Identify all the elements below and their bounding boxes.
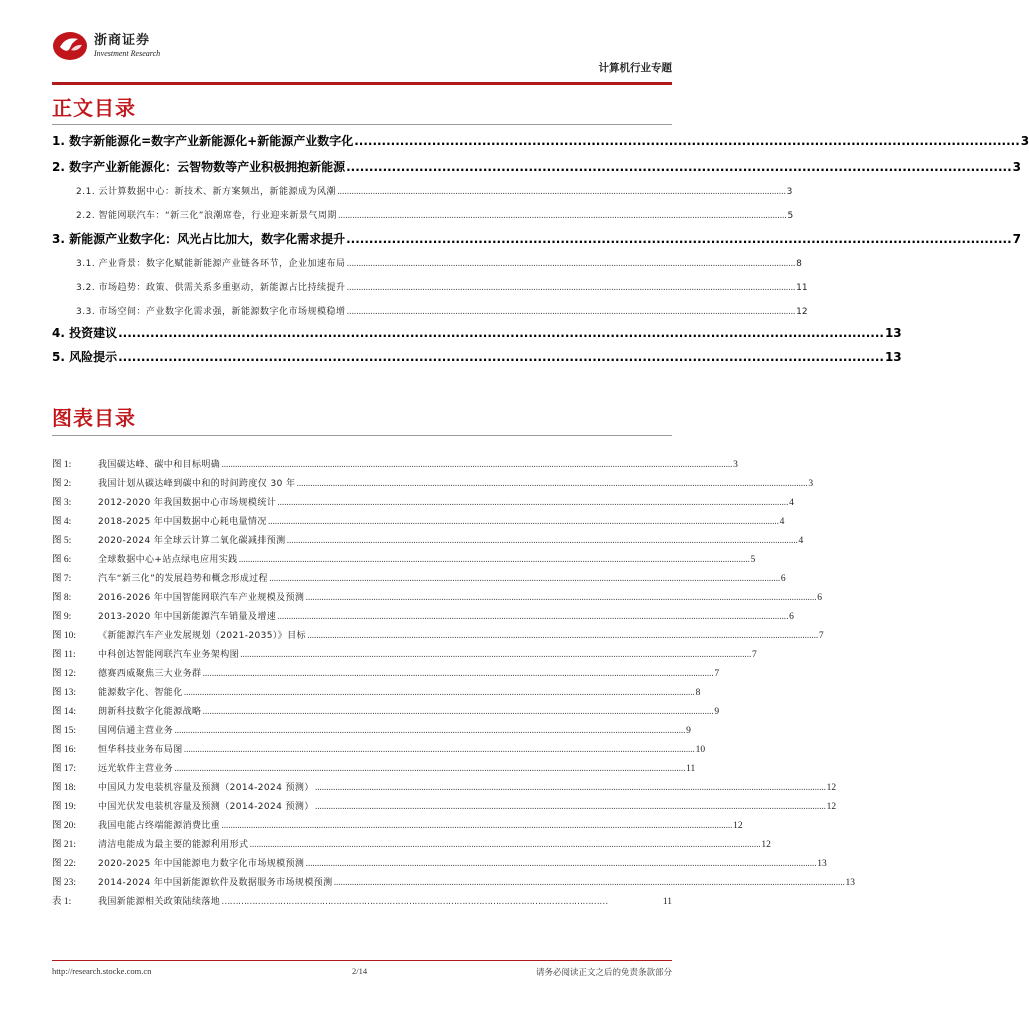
figure-item[interactable]: 图 22: 2020-2025 年中国能源电力数字化市场规模预测 .................................................................................................................................................................................................................................. 13 [52, 859, 827, 869]
figure-item[interactable]: 图 13: 能源数字化、智能化 .................................................................................................................................................................................................................................. 8 [52, 688, 701, 698]
leader-dots: ………………………………………………………………………………………………………………………… [221, 897, 608, 907]
figure-item[interactable]: 图 10: 《新能源汽车产业发展规划（2021-2035）》目标 .................................................................................................................................................................................................................................. 7 [52, 631, 824, 641]
toc-item[interactable]: 3. 新能源产业数字化：风光占比加大，数字化需求提升 .................................................................................................................................................. 7 [52, 232, 1022, 246]
figure-item[interactable]: 图 18: 中国风力发电装机容量及预测（2014-2024 预测） .................................................................................................................................................................................................................................. 12 [52, 783, 837, 793]
page-header [52, 30, 672, 78]
toc-item[interactable]: 3.1. 产业背景：数字化赋能新能源产业链各环节，企业加速布局 .............................................................................................................................................................................................. 8 [76, 259, 802, 269]
leader-dots: .................................................................................................................................................................................................................................. [333, 878, 845, 888]
footer-disclaimer: 请务必阅读正文之后的免责条款部分 [535, 968, 672, 978]
toc-item[interactable]: 5. 风险提示 ........................................................................................................................................................................ 13 [52, 350, 902, 364]
leader-dots: .................................................................................................................................................. [346, 232, 1012, 246]
leader-dots: .................................................................................................................................................................................................................................. [183, 688, 695, 698]
leader-dots: .............................................................................................................................................................................................. [346, 307, 796, 317]
leader-dots: .................................................................................................................................................................................................................................. [277, 498, 789, 508]
leader-dots: ........................................................................................................................................................................ [118, 350, 884, 364]
leader-dots: .............................................................................................................................................................................................. [346, 283, 796, 293]
leader-dots: .................................................................................................................................................................................................................................. [202, 669, 714, 679]
leader-dots: .............................................................................................................................................................................................. [346, 259, 796, 269]
leader-dots: .................................................................................................................................................................................................................................. [183, 745, 695, 755]
logo-english-name: Investment Research [94, 49, 161, 58]
leader-dots: .................................................................................................................................................................................................................................. [305, 593, 817, 603]
figure-item[interactable]: 图 12: 德赛西威聚焦三大业务群 .................................................................................................................................................................................................................................. 7 [52, 669, 720, 679]
leader-dots: .................................................................................................................................................................................................................................. [221, 460, 733, 470]
company-logo [52, 30, 160, 62]
toc-item[interactable]: 2.2. 智能网联汽车：“新三化”浪潮席卷，行业迎来新景气周期 .............................................................................................................................................................................................. 5 [76, 211, 794, 221]
toc-title: 正文目录 [52, 96, 136, 120]
leader-dots: .................................................................................................................................................................................................................................. [238, 555, 750, 565]
logo-chinese-name: 浙商证券 [94, 33, 151, 48]
leader-dots: .................................................................................................................................................................................................................................. [249, 840, 761, 850]
figure-item[interactable]: 图 6: 全球数据中心+站点绿电应用实践 .................................................................................................................................................................................................................................. 5 [52, 555, 756, 565]
toc-title-rule [52, 124, 672, 125]
leader-dots: .................................................................................................................................................................................................................................. [314, 802, 826, 812]
figure-item[interactable]: 图 1: 我国碳达峰、碳中和目标明确 .................................................................................................................................................................................................................................. 3 [52, 460, 738, 470]
figure-item[interactable]: 图 4: 2018-2025 年中国数据中心耗电量情况 .................................................................................................................................................................................................................................. 4 [52, 517, 785, 527]
page-number: 2/14 [352, 966, 368, 976]
toc-item[interactable]: 3.3. 市场空间：产业数字化需求强，新能源数字化市场规模稳增 .............................................................................................................................................................................................. 12 [76, 307, 808, 317]
leader-dots: .............................................................................................................................................................................................. [337, 211, 787, 221]
figure-item[interactable]: 图 23: 2014-2024 年中国新能源软件及数据服务市场规模预测 .................................................................................................................................................................................................................................. 13 [52, 878, 855, 888]
leader-dots: .................................................................................................................................................................................................................................. [267, 517, 779, 527]
figure-item[interactable]: 图 14: 朗新科技数字化能源战略 .................................................................................................................................................................................................................................. 9 [52, 707, 720, 717]
header-divider [52, 82, 672, 85]
footer-divider [52, 960, 672, 961]
toc-item[interactable]: 3.2. 市场趋势：政策、供需关系多重驱动，新能源占比持续提升 .............................................................................................................................................................................................. 11 [76, 283, 808, 293]
toc-item[interactable]: 4. 投资建议 ........................................................................................................................................................................ 13 [52, 326, 902, 340]
figure-item[interactable]: 图 16: 恒华科技业务布局图 .................................................................................................................................................................................................................................. 10 [52, 745, 706, 755]
figure-item[interactable]: 图 20: 我国电能占终端能源消费比重 .................................................................................................................................................................................................................................. 12 [52, 821, 743, 831]
figure-item[interactable]: 图 3: 2012-2020 年我国数据中心市场规模统计 .................................................................................................................................................................................................................................. 4 [52, 498, 794, 508]
leader-dots: .................................................................................................................................................................................................................................. [221, 821, 733, 831]
figure-item[interactable]: 图 7: 汽车“新三化”的发展趋势和概念形成过程 .................................................................................................................................................................................................................................. 6 [52, 574, 786, 584]
report-type: 计算机行业专题 [598, 62, 672, 74]
figure-item[interactable]: 表 1: 我国新能源相关政策陆续落地 ………………………………………………………………………………………………………………………… 11 [52, 897, 672, 907]
toc-item[interactable]: 1. 数字新能源化=数字产业新能源化+新能源产业数字化 .................................................................................................................................................. 3 [52, 134, 1029, 148]
leader-dots: .............................................................................................................................................................................................. [337, 187, 786, 197]
figure-list-title: 图表目录 [52, 406, 136, 430]
figure-item[interactable]: 图 9: 2013-2020 年中国新能源汽车销量及增速 .................................................................................................................................................................................................................................. 6 [52, 612, 794, 622]
leader-dots: .................................................................................................................................................................................................................................. [174, 764, 686, 774]
toc-item[interactable]: 2. 数字产业新能源化：云智物数等产业积极拥抱新能源 .................................................................................................................................................. 3 [52, 160, 1022, 174]
figure-item[interactable]: 图 11: 中科创达智能网联汽车业务架构图 .................................................................................................................................................................................................................................. 7 [52, 650, 757, 660]
figure-title-rule [52, 435, 672, 436]
leader-dots: .................................................................................................................................................................................................................................. [277, 612, 789, 622]
leader-dots: .................................................................................................................................................................................................................................. [314, 783, 826, 793]
leader-dots: .................................................................................................................................................. [346, 160, 1012, 174]
leader-dots: ........................................................................................................................................................................ [118, 326, 884, 340]
leader-dots: .................................................................................................................................................................................................................................. [296, 479, 808, 489]
leader-dots: .................................................................................................................................................................................................................................. [202, 707, 714, 717]
figure-item[interactable]: 图 17: 远光软件主营业务 .................................................................................................................................................................................................................................. 11 [52, 764, 696, 774]
toc-item[interactable]: 2.1. 云计算数据中心：新技术、新方案频出，新能源成为风潮 .............................................................................................................................................................................................. 3 [76, 187, 793, 197]
figure-item[interactable]: 图 5: 2020-2024 年全球云计算二氧化碳减排预测 .................................................................................................................................................................................................................................. 4 [52, 536, 804, 546]
figure-item[interactable]: 图 21: 清洁电能成为最主要的能源利用形式 .................................................................................................................................................................................................................................. 12 [52, 840, 771, 850]
leader-dots: .................................................................................................................................................. [354, 134, 1020, 148]
leader-dots: .................................................................................................................................................................................................................................. [268, 574, 780, 584]
logo-emblem-icon [52, 30, 88, 62]
leader-dots: .................................................................................................................................................................................................................................. [306, 631, 818, 641]
leader-dots: .................................................................................................................................................................................................................................. [305, 859, 817, 869]
figure-item[interactable]: 图 8: 2016-2026 年中国智能网联汽车产业规模及预测 .................................................................................................................................................................................................................................. 6 [52, 593, 823, 603]
leader-dots: .................................................................................................................................................................................................................................. [240, 650, 751, 660]
figure-item[interactable]: 图 19: 中国光伏发电装机容量及预测（2014-2024 预测） .................................................................................................................................................................................................................................. 12 [52, 802, 837, 812]
leader-dots: .................................................................................................................................................................................................................................. [286, 536, 798, 546]
footer-url-link[interactable]: http://research.stocke.com.cn [52, 966, 152, 976]
figure-item[interactable]: 图 15: 国网信通主营业务 .................................................................................................................................................................................................................................. 9 [52, 726, 691, 736]
leader-dots: .................................................................................................................................................................................................................................. [174, 726, 686, 736]
figure-item[interactable]: 图 2: 我国计划从碳达峰到碳中和的时间跨度仅 30 年 .................................................................................................................................................................................................................................. 3 [52, 479, 814, 489]
